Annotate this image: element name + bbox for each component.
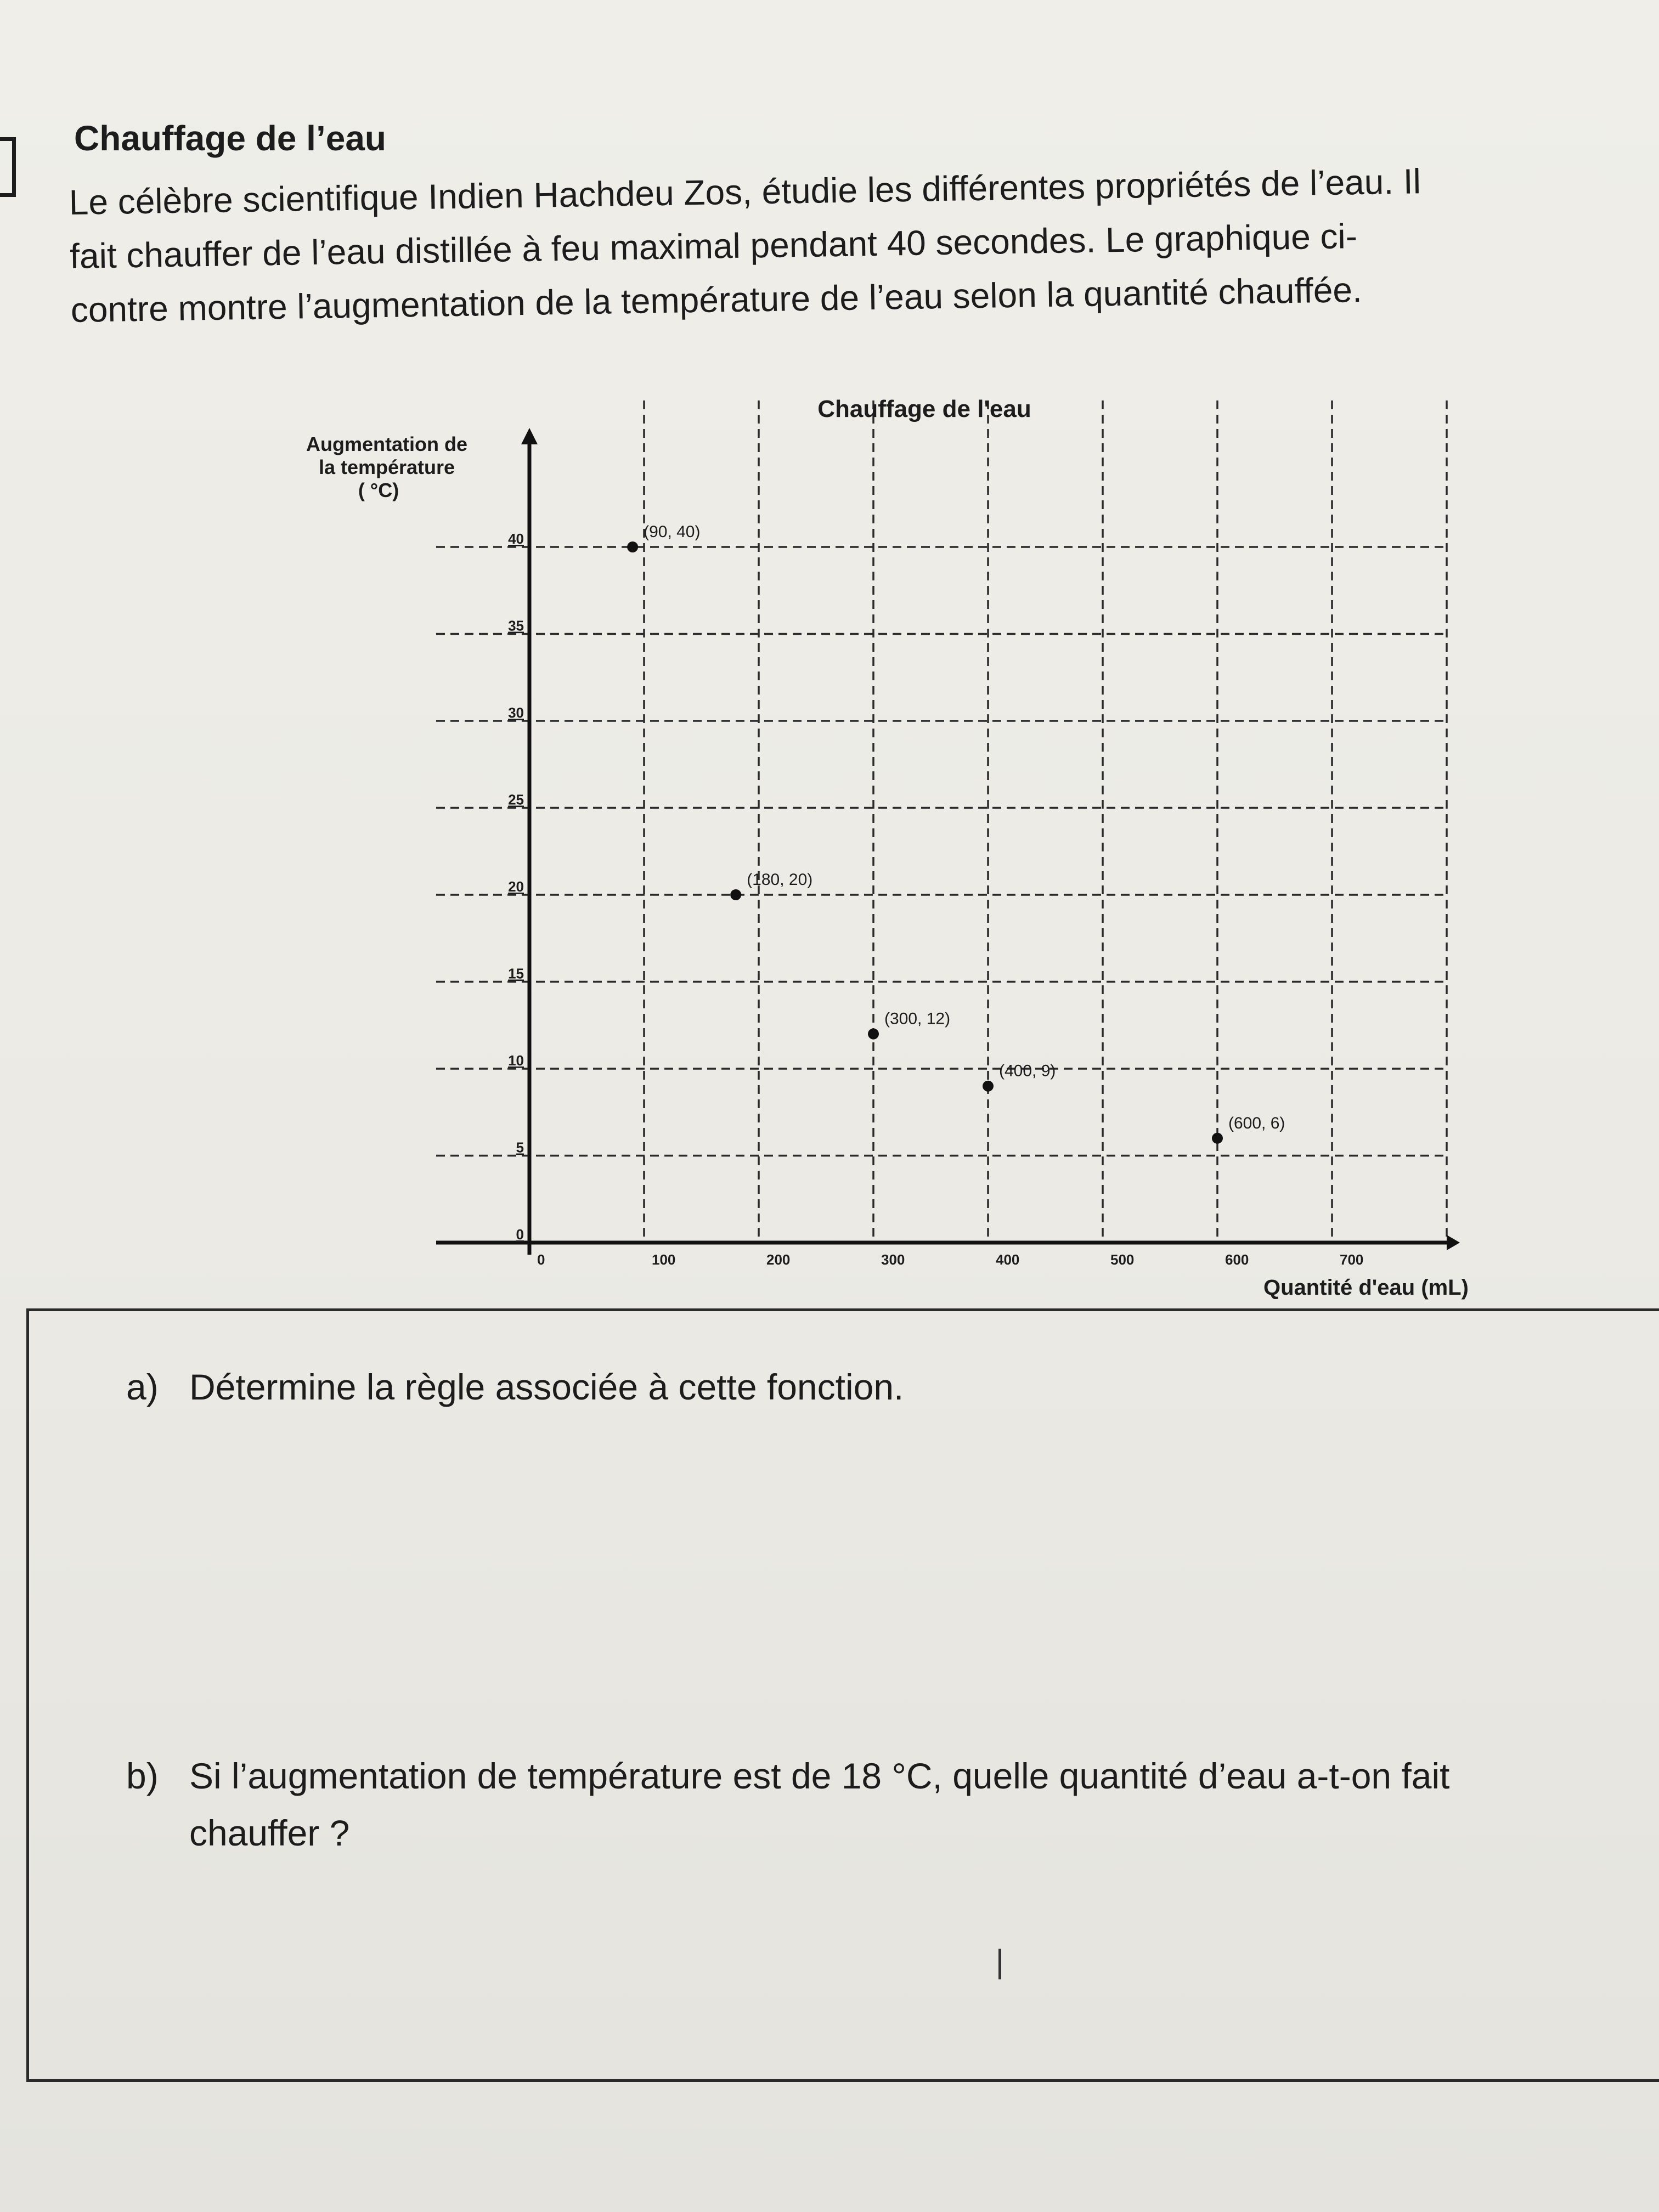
data-point-label: (400, 9) bbox=[999, 1062, 1056, 1080]
data-point-label: (600, 6) bbox=[1228, 1114, 1285, 1132]
data-point bbox=[1212, 1133, 1223, 1144]
y-tick-label: 30 bbox=[508, 704, 524, 721]
answer-box bbox=[26, 1308, 1659, 2082]
y-axis-arrow bbox=[521, 428, 538, 444]
intro-paragraph bbox=[69, 151, 1618, 337]
page-edge-bracket bbox=[0, 137, 16, 197]
grid-layer bbox=[436, 400, 1447, 1243]
question-b-label: b) bbox=[126, 1756, 159, 1796]
y-tick-label: 0 bbox=[516, 1226, 524, 1243]
x-tick-label: 500 bbox=[1110, 1251, 1135, 1268]
y-tick-label: 40 bbox=[508, 531, 524, 547]
y-axis-label-line3: ( °C) bbox=[358, 479, 399, 501]
y-tick-label: 35 bbox=[508, 617, 524, 634]
intro-line: Le célèbre scientifique Indien Hachdeu Zos, étudie les différentes propriétés de l’eau. Il bbox=[69, 161, 1421, 222]
question-a-label: a) bbox=[126, 1367, 159, 1407]
data-point-label: (90, 40) bbox=[644, 523, 701, 541]
question-a bbox=[126, 1366, 904, 1408]
question-b-text-line2: chauffer ? bbox=[189, 1813, 350, 1853]
heating-chart bbox=[0, 384, 1659, 1317]
x-tick-label: 700 bbox=[1340, 1251, 1364, 1268]
question-b bbox=[126, 1747, 1651, 1861]
intro-line: contre montre l’augmentation de la température de l’eau selon la quantité chauffée. bbox=[70, 269, 1363, 330]
pen-mark bbox=[998, 1949, 1001, 1979]
y-tick-label: 25 bbox=[508, 791, 524, 808]
y-axis-label-line2: la température bbox=[318, 456, 455, 478]
intro-line: fait chauffer de l’eau distillée à feu maximal pendant 40 secondes. Le graphique ci- bbox=[69, 216, 1358, 276]
x-tick-label: 600 bbox=[1225, 1251, 1249, 1268]
chart-title: Chauffage de l'eau bbox=[817, 396, 1031, 422]
x-tick-label: 100 bbox=[652, 1251, 676, 1268]
y-tick-label: 20 bbox=[508, 878, 524, 895]
y-tick-label: 10 bbox=[508, 1052, 524, 1069]
tick-label-layer bbox=[508, 531, 1363, 1268]
question-a-text: Détermine la règle associée à cette fonction. bbox=[189, 1367, 904, 1407]
y-tick-label: 15 bbox=[508, 965, 524, 982]
data-point-label: (180, 20) bbox=[747, 871, 813, 889]
data-point bbox=[983, 1081, 994, 1092]
data-point bbox=[868, 1029, 879, 1040]
x-tick-label: 300 bbox=[881, 1251, 905, 1268]
x-axis-label: Quantité d'eau (mL) bbox=[1263, 1276, 1469, 1300]
y-axis-label-line1: Augmentation de bbox=[306, 433, 467, 455]
page-title: Chauffage de l’eau bbox=[74, 119, 386, 158]
question-b-text-line1: Si l’augmentation de température est de 18 °C, quelle quantité d’eau a-t-on fait bbox=[189, 1756, 1450, 1796]
axis-layer bbox=[436, 428, 1460, 1255]
x-axis-arrow bbox=[1447, 1235, 1460, 1250]
x-tick-label: 0 bbox=[537, 1251, 545, 1268]
point-layer bbox=[627, 523, 1285, 1144]
x-tick-label: 400 bbox=[996, 1251, 1020, 1268]
x-tick-label: 200 bbox=[766, 1251, 791, 1268]
data-point-label: (300, 12) bbox=[884, 1009, 951, 1028]
data-point bbox=[627, 541, 638, 552]
data-point bbox=[730, 889, 741, 900]
y-tick-label: 5 bbox=[516, 1139, 524, 1156]
